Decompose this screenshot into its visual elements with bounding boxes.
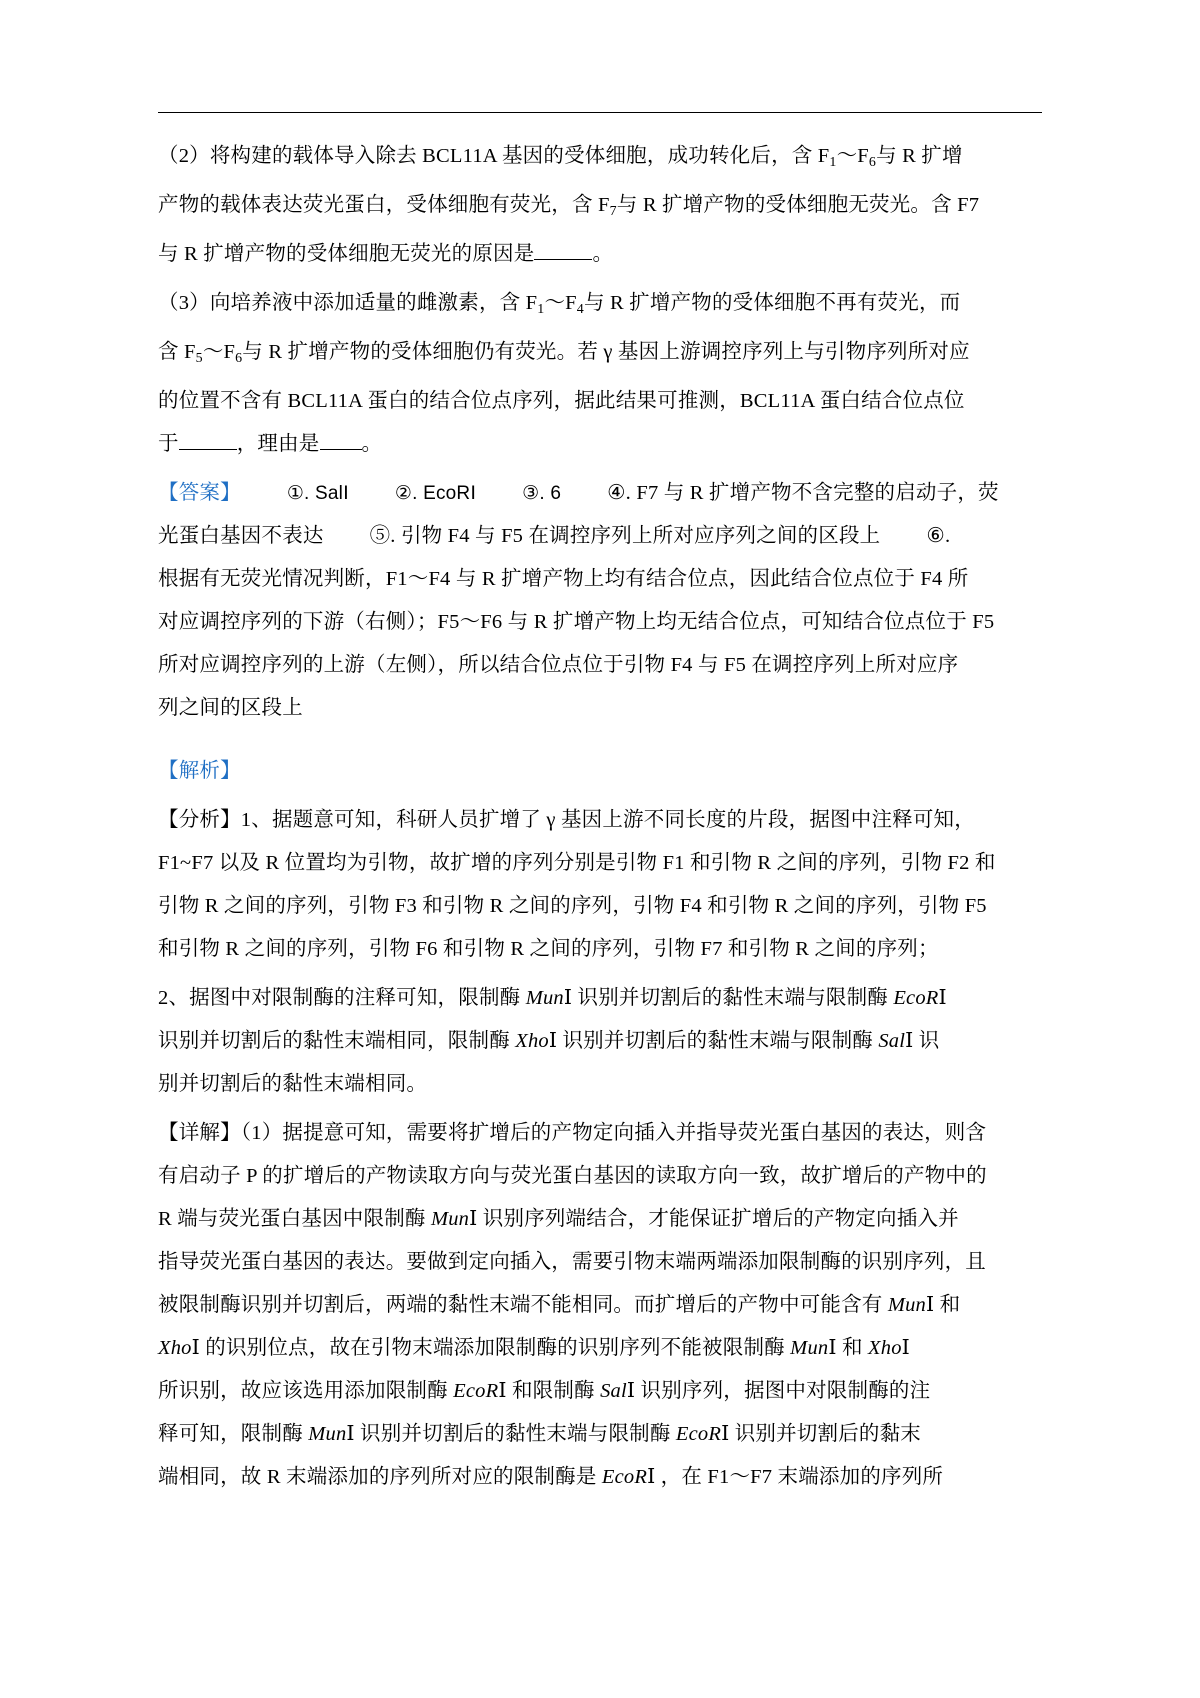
enzyme-xho-2: Xho bbox=[158, 1336, 192, 1359]
q3-text-g: 的位置不含有 BCL11A 蛋白的结合位点序列，据此结果可推测，BCL11A 蛋白结合位点位 bbox=[158, 389, 965, 412]
q3-text-c: 与 R 扩增产物的受体细胞不再有荧光，而 bbox=[583, 291, 961, 314]
q2-text-d: 产物的载体表达荧光蛋白，受体细胞有荧光，含 F bbox=[158, 193, 610, 216]
page-content bbox=[158, 112, 1042, 1505]
answer-6-line4: 列之间的区段上 bbox=[158, 696, 303, 719]
answer-label: 【答案】 bbox=[158, 481, 241, 504]
answer-item-4: ④. F7 与 R 扩增产物不含完整的启动子，荧 bbox=[607, 481, 999, 504]
enzyme-ecor-2: EcoR bbox=[453, 1379, 499, 1402]
paragraph-fenxi bbox=[158, 799, 1042, 971]
q2-text-b: ～F bbox=[836, 145, 869, 167]
answer-item-1: ①. SalⅠ bbox=[286, 482, 349, 504]
point2-line2-b: Ⅰ 识别并切割后的黏性末端与限制酶 bbox=[548, 1029, 879, 1052]
paragraph-q2 bbox=[158, 135, 1042, 276]
point2-line2-c: Ⅰ 识 bbox=[905, 1029, 940, 1052]
xiangjie-line5-b: Ⅰ 和 bbox=[926, 1293, 961, 1316]
q2-sub-7: 7 bbox=[609, 203, 617, 219]
xiangjie-line8-a: 释可知，限制酶 bbox=[158, 1422, 309, 1445]
q3-text-j: 。 bbox=[361, 432, 383, 455]
answer-item-4b: 光蛋白基因不表达 bbox=[158, 524, 324, 547]
q3-text-a: （3）向培养液中添加适量的雌激素，含 F bbox=[158, 291, 538, 314]
q2-text-f: 与 R 扩增产物的受体细胞无荧光的原因是 bbox=[158, 242, 535, 265]
q2-text-a: （2）将构建的载体导入除去 BCL11A 基因的受体细胞，成功转化后，含 F bbox=[158, 145, 830, 167]
enzyme-ecor-4: EcoR bbox=[601, 1465, 648, 1488]
fenxi-line1: 【分析】1、据题意可知，科研人员扩增了 γ 基因上游不同长度的片段，据图中注释可知， bbox=[158, 808, 975, 831]
q3-text-e: ～F bbox=[202, 340, 236, 363]
q3-sub-1: 1 bbox=[537, 301, 545, 317]
answer-6-line2: 对应调控序列的下游（右侧）；F5～F6 与 R 扩增产物上均无结合位点，可知结合位点位于 F5 bbox=[158, 610, 995, 633]
answer-6-line3: 所对应调控序列的上游（左侧），所以结合位点位于引物 F4 与 F5 在调控序列上所对应序 bbox=[158, 653, 959, 676]
q2-text-g: 。 bbox=[592, 242, 614, 265]
header-divider bbox=[158, 112, 1042, 113]
xiangjie-line3-b: Ⅰ 识别序列端结合，才能保证扩增后的产物定向插入并 bbox=[469, 1207, 959, 1230]
q3-text-h: 于 bbox=[158, 432, 179, 455]
q2-text-e: 与 R 扩增产物的受体细胞无荧光。含 F7 bbox=[616, 193, 980, 216]
q3-sub-6: 6 bbox=[235, 350, 243, 366]
enzyme-ecor: EcoR bbox=[893, 986, 939, 1009]
point2-line1-c: Ⅰ bbox=[938, 986, 947, 1009]
xiangjie-line1: 【详解】（1）据提意可知，需要将扩增后的产物定向插入并指导荧光蛋白基因的表达，则含 bbox=[158, 1121, 987, 1144]
enzyme-mun-4: Mun bbox=[790, 1336, 829, 1359]
answer-blank bbox=[534, 259, 592, 260]
fenxi-line4: 和引物 R 之间的序列，引物 F6 和引物 R 之间的序列，引物 F7 和引物 R 之间的序列； bbox=[158, 937, 939, 960]
enzyme-mun-3: Mun bbox=[887, 1293, 927, 1316]
paragraph-point2 bbox=[158, 977, 1042, 1106]
q3-sub-5: 5 bbox=[195, 350, 203, 366]
paragraph-analysis-label bbox=[158, 750, 1042, 793]
fenxi-line2: F1~F7 以及 R 位置均为引物，故扩增的序列分别是引物 F1 和引物 R 之间的序列，引物 F2 和 bbox=[158, 851, 996, 874]
enzyme-mun-5: Mun bbox=[308, 1422, 347, 1445]
xiangjie-line8-b: Ⅰ 识别并切割后的黏性末端与限制酶 bbox=[346, 1422, 676, 1445]
q2-text-c: 与 R 扩增 bbox=[876, 145, 963, 167]
answer-6-line1: 根据有无荧光情况判断，F1～F4 与 R 扩增产物上均有结合位点，因此结合位点位于 F4 所 bbox=[158, 567, 969, 590]
enzyme-ecor-3: EcoR bbox=[675, 1422, 722, 1445]
point2-line3: 别并切割后的黏性末端相同。 bbox=[158, 1072, 428, 1095]
xiangjie-line5-a: 被限制酶识别并切割后，两端的黏性末端不能相同。而扩增后的产物中可能含有 bbox=[158, 1293, 888, 1316]
q3-text-f: 与 R 扩增产物的受体细胞仍有荧光。若 γ 基因上游调控序列上与引物序列所对应 bbox=[242, 340, 970, 363]
paragraph-answer bbox=[158, 472, 1042, 730]
enzyme-xho-3: Xho bbox=[868, 1336, 902, 1359]
enzyme-sal-2: Sal bbox=[600, 1379, 627, 1402]
answer-item-3: ③. 6 bbox=[522, 482, 562, 504]
xiangjie-line9-b: Ⅰ ，在 F1～F7 末端添加的序列所 bbox=[647, 1465, 944, 1488]
answer-item-6: ⑥. bbox=[926, 524, 951, 547]
point2-line2-a: 识别并切割后的黏性末端相同，限制酶 bbox=[158, 1029, 516, 1052]
answer-blank-3 bbox=[320, 449, 362, 450]
q3-text-b: ～F bbox=[544, 291, 577, 314]
xiangjie-line6-b: Ⅰ 和 bbox=[828, 1336, 869, 1359]
xiangjie-line4: 指导荧光蛋白基因的表达。要做到定向插入，需要引物末端两端添加限制酶的识别序列，且 bbox=[158, 1250, 986, 1273]
analysis-label: 【解析】 bbox=[158, 759, 241, 782]
xiangjie-line7-b: Ⅰ 和限制酶 bbox=[498, 1379, 601, 1402]
xiangjie-line3-a: R 端与荧光蛋白基因中限制酶 bbox=[158, 1207, 431, 1230]
xiangjie-line7-a: 所识别，故应该选用添加限制酶 bbox=[158, 1379, 454, 1402]
xiangjie-line6-a: Ⅰ 的识别位点，故在引物末端添加限制酶的识别序列不能被限制酶 bbox=[191, 1336, 791, 1359]
xiangjie-line6-c: Ⅰ bbox=[901, 1336, 910, 1359]
answer-blank-2 bbox=[179, 449, 237, 450]
q3-sub-4: 4 bbox=[576, 301, 584, 317]
enzyme-sal: Sal bbox=[878, 1029, 906, 1052]
xiangjie-line9-a: 端相同，故 R 末端添加的序列所对应的限制酶是 bbox=[158, 1465, 602, 1488]
xiangjie-line8-c: Ⅰ 识别并切割后的黏末 bbox=[721, 1422, 922, 1445]
answer-item-2: ②. EcoRⅠ bbox=[394, 482, 477, 504]
q2-sub-6: 6 bbox=[868, 154, 877, 170]
paragraph-q3 bbox=[158, 282, 1042, 466]
q2-sub-1: 1 bbox=[829, 154, 837, 170]
spacer bbox=[158, 736, 1042, 750]
enzyme-mun: Mun bbox=[525, 986, 564, 1009]
paragraph-xiangjie bbox=[158, 1112, 1042, 1499]
q3-text-i: ，理由是 bbox=[236, 432, 320, 455]
q3-text-d: 含 F bbox=[158, 340, 196, 363]
fenxi-line3: 引物 R 之间的序列，引物 F3 和引物 R 之间的序列，引物 F4 和引物 R 之间的序列，引物 F5 bbox=[158, 894, 987, 917]
enzyme-mun-2: Mun bbox=[430, 1207, 470, 1230]
xiangjie-line7-c: Ⅰ 识别序列，据图中对限制酶的注 bbox=[626, 1379, 931, 1402]
xiangjie-line2: 有启动子 P 的扩增后的产物读取方向与荧光蛋白基因的读取方向一致，故扩增后的产物中的 bbox=[158, 1164, 987, 1187]
point2-line1-a: 2、据图中对限制酶的注释可知，限制酶 bbox=[158, 986, 526, 1009]
enzyme-xho: Xho bbox=[515, 1029, 549, 1052]
point2-line1-b: Ⅰ 识别并切割后的黏性末端与限制酶 bbox=[563, 986, 894, 1009]
answer-item-5: ⑤. 引物 F4 与 F5 在调控序列上所对应序列之间的区段上 bbox=[369, 524, 881, 547]
